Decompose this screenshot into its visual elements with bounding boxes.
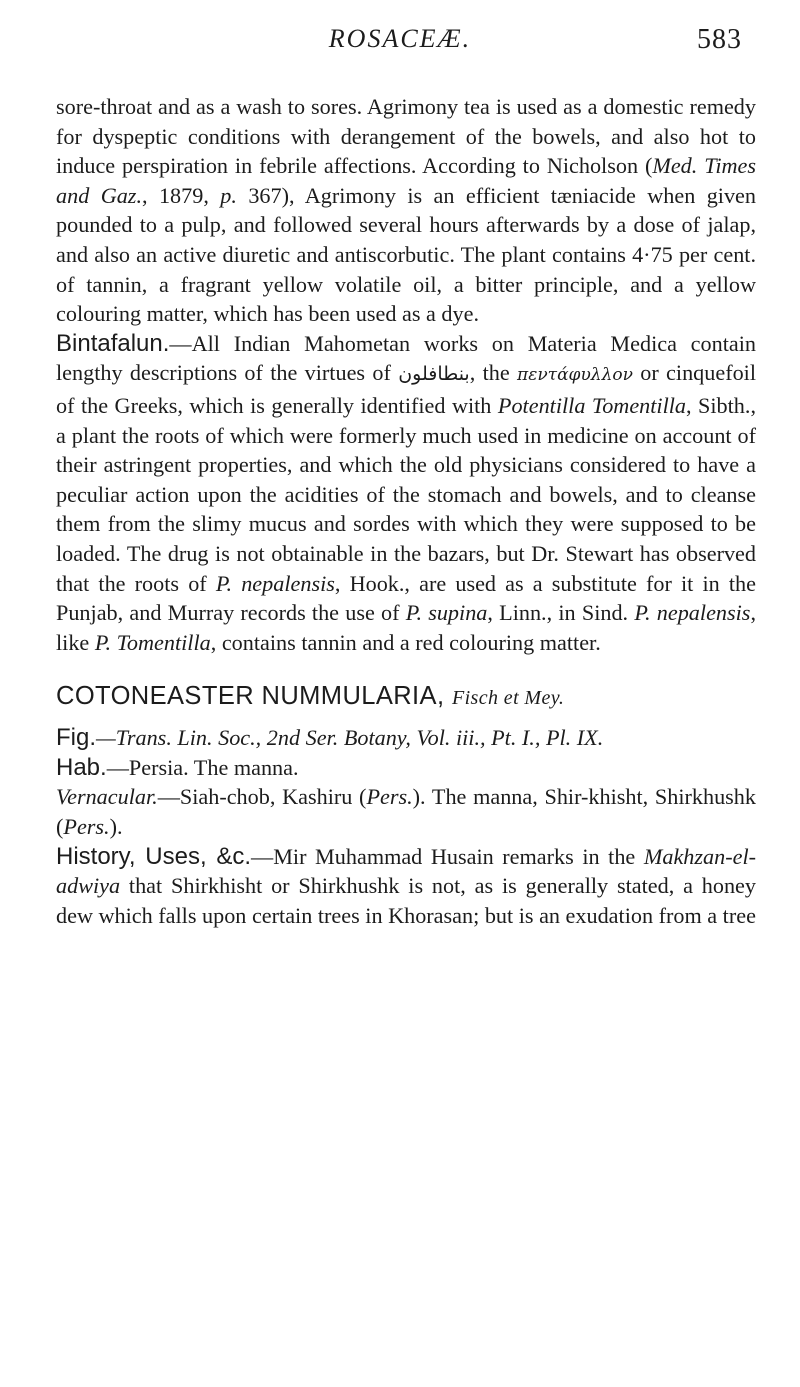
running-title: ROSACEÆ. — [328, 24, 472, 53]
vernacular-label: Vernacular. — [56, 784, 158, 810]
agrimony-paragraph — [56, 92, 756, 329]
language-abbrev: Pers. — [63, 814, 110, 840]
species-name: P. nepalensis — [634, 600, 751, 626]
species-name: Potentilla Tomentilla — [497, 392, 687, 418]
text-run: —All Indian Mahometan works on Materia Medica contain lengthy descriptions of the virtues of — [56, 330, 756, 386]
text-run: —Mir Muhammad Husain remarks in the — [251, 843, 644, 869]
language-abbrev: Pers. — [366, 784, 413, 810]
fig-heading: Fig. — [56, 724, 97, 752]
page-abbrev: p. — [220, 182, 237, 208]
text-run: , contains tannin and a red colouring matter. — [210, 629, 601, 655]
text-run: or cinquefoil of the Greeks, which is generally identified with — [56, 360, 757, 418]
text-run: sore-throat and as a wash to sores. Agrimony tea is used as a domestic remedy for dyspeptic conditions with derangement of the bowels, and also hot to induce perspiration in febrile affections. According to Nicholson ( — [56, 94, 756, 179]
book-title: Makhzan-el-adwiya — [56, 843, 757, 899]
text-run: ). The manna, Shir-khisht, Shirkhushk ( — [56, 784, 756, 840]
text-run: , Hook., are used as a substitute for it in the Punjab, and Murray records the use of — [56, 570, 756, 626]
page-number: 583 — [697, 24, 742, 55]
species-name: P. Tomentilla — [94, 629, 211, 655]
arabic-term: بنطافلون — [398, 363, 470, 386]
citation-title: Med. Times and Gaz. — [56, 153, 756, 208]
text-run: , 1879, — [142, 182, 209, 208]
species-name: P. supina — [405, 600, 488, 626]
hab-paragraph — [56, 753, 756, 783]
text-run: , Linn., in Sind. — [487, 600, 635, 626]
bintafalun-paragraph — [56, 329, 756, 658]
running-head — [0, 24, 800, 64]
fig-reference: —Trans. Lin. Soc., 2nd Ser. Botany, Vol. iii., Pt. I., Pl. IX. — [96, 725, 604, 751]
history-paragraph — [56, 842, 756, 931]
body-text — [56, 92, 756, 930]
history-heading: History, Uses, &c. — [56, 842, 251, 870]
fig-paragraph — [56, 723, 756, 753]
species-title: COTONEASTER NUMMULARIA, — [56, 682, 445, 711]
text-run: , like — [56, 600, 756, 655]
species-heading — [56, 679, 756, 715]
text-run: that Shirkhisht or Shirkhushk is not, as is generally stated, a honey dew which falls upon certain trees in Khorasan; but is an exudation from a tree — [56, 873, 756, 928]
text-run: 367), Agrimony is an efficient tæniacide when given pounded to a pulp, and followed several hours afterwards by a dose of jalap, and also an active diuretic and antiscorbutic. The plant contains 4·75 per cent. of tannin, a fragrant yellow volatile oil, a bitter principle, and a yellow colouring matter, which has been used as a dye. — [56, 182, 756, 327]
hab-heading: Hab. — [56, 753, 107, 781]
species-authority: Fisch et Mey. — [451, 687, 565, 710]
text-run: , Sibth., a plant the roots of which were formerly much used in medicine on account of their astringent properties, and which the old physicians considered to have a peculiar action upon the acidities of the stomach and bowels, and to cleanse them from the slimy mucus and sordes with which they were supposed to be loaded. The drug is not obtainable in the bazars, but Dr. Stewart has observed that the roots of — [56, 392, 756, 596]
vernacular-paragraph — [56, 782, 756, 841]
text-run: , the — [469, 360, 518, 386]
bintafalun-heading: Bintafalun. — [56, 329, 170, 357]
species-name: P. nepalensis — [215, 570, 335, 596]
text-run: ). — [109, 814, 123, 840]
hab-text: —Persia. The manna. — [106, 754, 299, 780]
text-run: —Siah-chob, Kashiru ( — [157, 784, 367, 810]
greek-term: πεντάφυλλον — [517, 365, 633, 386]
